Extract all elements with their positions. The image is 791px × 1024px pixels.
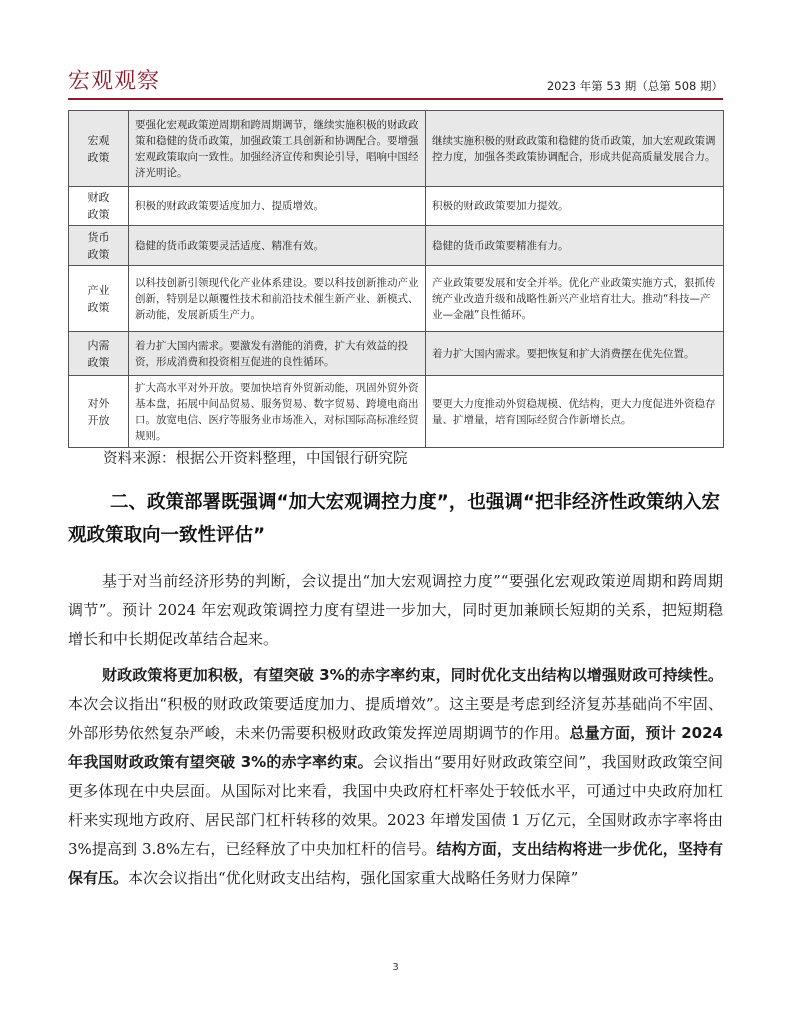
table-source-note: 资料来源：根据公开资料整理，中国银行研究院: [103, 451, 408, 467]
body-paragraph: 基于对当前经济形势的判断，会议提出“加大宏观调控力度”“要强化宏观政策逆周期和跨周期调节”。预计 2024 年宏观政策调控力度有望进一步加大，同时更加兼顾长短期的关系，把短期稳增长和中长期促改革结合起来。: [68, 572, 723, 648]
row-category: [69, 266, 129, 332]
table-row: [69, 226, 724, 266]
section-heading: 二、政策部署既强调“加大宏观调控力度”，也强调“把非经济性政策纳入宏观政策取向一致性评估”: [68, 492, 720, 546]
row-cell-left: 稳健的货币政策要灵活适度、精准有效。: [129, 226, 426, 266]
row-category: [69, 111, 129, 187]
bold-sentence: 结构方面，支出结构将进一步优化，坚持有保有压。: [68, 840, 723, 887]
bold-sentence: 总量方面，预计 2024 年我国财政政策有望突破 3%的赤字率约束。: [68, 724, 723, 771]
table-row: [69, 187, 724, 226]
row-cell-right: 稳健的货币政策要精准有力。: [426, 226, 724, 266]
sentence: 本次会议指出“积极的财政政策要适度加力、提质增效”。这主要是考虑到经济复苏基础尚不牢固、外部形势依然复杂严峻，未来仍需要积极财政政策发挥逆周期调节的作用。: [68, 695, 723, 742]
row-category: [69, 376, 129, 448]
table-row: [69, 111, 724, 187]
table-row: [69, 332, 724, 376]
row-cell-left: 积极的财政政策要适度加力、提质增效。: [129, 187, 426, 226]
page-header: [68, 68, 723, 100]
category-label: 对外 开放: [87, 396, 110, 427]
category-label: 产业 政策: [87, 283, 110, 314]
row-cell-left: 要强化宏观政策逆周期和跨周期调节，继续实施积极的财政政策和稳健的货币政策，加强政策工具创新和协调配合。要增强宏观政策取向一致性。加强经济宣传和舆论引导，唱响中国经济光明论。: [129, 111, 426, 187]
sentence: 会议指出“要用好财政政策空间”，我国财政政策空间更多体现在中央层面。从国际对比来看，我国中央政府杠杆率处于较低水平，可通过中央政府加杠杆来实现地方政府、居民部门杠杆转移的效果。2023 年增发国债 1 万亿元，全国财政赤字率将由 3%提高到 3.8%左右，已经释放了中央加杠杆的信号。: [68, 753, 723, 858]
row-cell-right: 着力扩大国内需求。要把恢复和扩大消费摆在优先位置。: [426, 332, 724, 376]
policy-comparison-table: [68, 110, 724, 448]
row-cell-left: 着力扩大国内需求。要激发有潜能的消费，扩大有效益的投资，形成消费和投资相互促进的良性循环。: [129, 332, 426, 376]
row-category: [69, 332, 129, 376]
row-cell-left: 扩大高水平对外开放。要加快培育外贸新动能，巩固外贸外资基本盘，拓展中间品贸易、服务贸易、数字贸易、跨境电商出口。放宽电信、医疗等服务业市场准入，对标国际高标准经贸规则。: [129, 376, 426, 448]
row-category: [69, 187, 129, 226]
body-paragraph-fiscal: [68, 661, 723, 893]
category-label: 货币 政策: [87, 230, 110, 261]
row-cell-right: 积极的财政政策要加力提效。: [426, 187, 724, 226]
issue-number: 2023 年第 53 期（总第 508 期）: [546, 79, 723, 93]
sentence: 本次会议指出“优化财政支出结构，强化国家重大战略任务财力保障”: [128, 869, 579, 887]
page-number: 3: [392, 962, 399, 973]
row-cell-right: 产业政策要发展和安全并举。优化产业政策实施方式，狠抓传统产业改造升级和战略性新兴产业培育壮大。推动“科技—产业—金融”良性循环。: [426, 266, 724, 332]
category-label: 财政 政策: [87, 191, 110, 221]
table-row: [69, 266, 724, 332]
row-cell-left: 以科技创新引领现代化产业体系建设。要以科技创新推动产业创新，特别是以颠覆性技术和前沿技术催生新产业、新模式、新动能，发展新质生产力。: [129, 266, 426, 332]
category-label: 宏观 政策: [87, 133, 110, 164]
row-cell-right: 要更大力度推动外贸稳规模、优结构，更大力度促进外资稳存量、扩增量，培育国际经贸合作新增长点。: [426, 376, 724, 448]
bold-sentence: 财政政策将更加积极，有望突破 3%的赤字率约束，同时优化支出结构以增强财政可持续性。: [102, 666, 723, 684]
row-cell-right: 继续实施积极的财政政策和稳健的货币政策，加大宏观政策调控力度，加强各类政策协调配合，形成共促高质量发展合力。: [426, 111, 724, 187]
header-divider: [68, 98, 723, 100]
brand-title: 宏观观察: [68, 69, 161, 94]
table-row: [69, 376, 724, 448]
row-category: [69, 226, 129, 266]
category-label: 内需 政策: [87, 338, 110, 369]
